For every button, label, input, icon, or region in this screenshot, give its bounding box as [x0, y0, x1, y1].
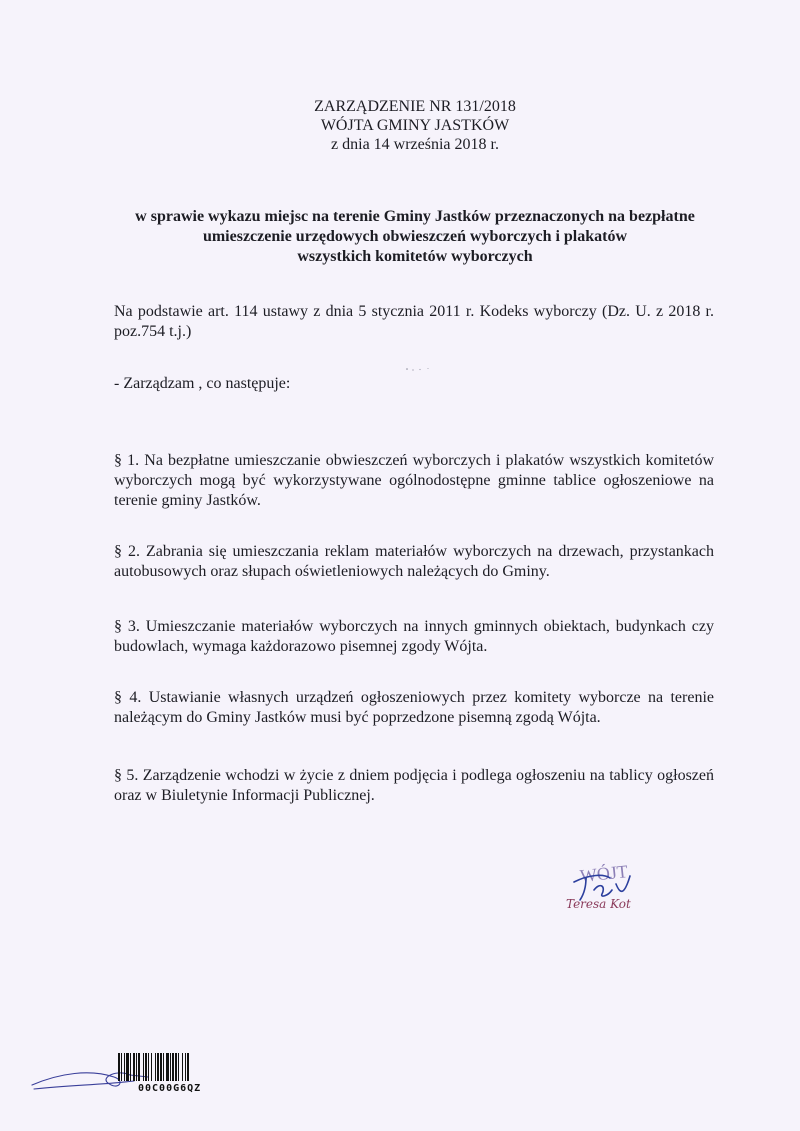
subject-line: umieszczenie urzędowych obwieszczeń wyborczych i plakatów — [202, 228, 628, 245]
barcode-bar — [151, 1053, 152, 1081]
barcode-bar — [185, 1053, 186, 1081]
barcode-bar — [157, 1053, 159, 1081]
paragraph-line: terenie gminy Jastków. — [114, 492, 261, 509]
paragraph-line: oraz w Biuletynie Informacji Publicznej. — [114, 787, 375, 804]
paragraph-line: Na podstawie art. 114 ustawy z dnia 5 stycznia 2011 r. Kodeks wyborczy (Dz. U. z 2018 r. — [114, 303, 714, 320]
paragraph-line: § 2. Zabrania się umieszczania reklam materiałów wyborczych na drzewach, przystankach — [114, 543, 714, 560]
section-3 — [114, 617, 714, 657]
paragraph-line: § 4. Ustawianie własnych urządzeń ogłoszeniowych przez komitety wyborcze na terenie — [114, 689, 714, 706]
paragraph-line: § 1. Na bezpłatne umieszczanie obwieszczeń wyborczych i plakatów wszystkich komitetów — [114, 452, 714, 469]
barcode-bar — [172, 1053, 174, 1081]
barcode-bar — [170, 1053, 171, 1081]
paragraph-line: wyborczych mogą być wykorzystywane ogólnodostępne gminne tablice ogłoszeniowe na — [114, 472, 714, 489]
legal-basis-paragraph — [114, 302, 714, 342]
subject-line: wszystkich komitetów wyborczych — [297, 248, 533, 265]
barcode-bar — [160, 1053, 162, 1081]
section-2 — [114, 542, 714, 582]
barcode-bar — [126, 1053, 129, 1081]
barcode-bars — [118, 1053, 222, 1081]
header-title: ZARZĄDZENIE NR 131/2018 — [314, 98, 516, 115]
document-header — [0, 97, 800, 154]
section-4 — [114, 688, 714, 728]
paragraph-line: - Zarządzam , co następuje: — [114, 375, 291, 392]
paragraph-line: § 5. Zarządzenie wchodzi w życie z dniem podjęcia i podlega ogłoszeniu na tablicy ogłoszeń — [114, 767, 714, 784]
barcode-bar — [148, 1053, 149, 1081]
barcode-bar — [155, 1053, 156, 1081]
barcode-bar — [124, 1053, 125, 1081]
paragraph-line: poz.754 t.j.) — [114, 323, 192, 340]
section-5 — [114, 766, 714, 806]
barcode-bar — [143, 1053, 144, 1081]
barcode-bar — [133, 1053, 135, 1081]
barcode-bar — [175, 1053, 177, 1081]
barcode-bar — [138, 1053, 140, 1081]
document-subject — [0, 207, 800, 267]
subject-line: w sprawie wykazu miejsc na terenie Gminy Jastków przeznaczonych na bezpłatne — [135, 208, 695, 225]
barcode-bar — [163, 1053, 164, 1081]
barcode-bar — [136, 1053, 137, 1081]
barcode-bar — [130, 1053, 131, 1081]
paragraph-line: budowlach, wymaga każdorazowo pisemnej zgody Wójta. — [114, 638, 488, 655]
barcode-bar — [118, 1053, 120, 1081]
section-1 — [114, 451, 714, 511]
header-date: z dnia 14 września 2018 r. — [331, 136, 499, 153]
barcode-label — [30, 1053, 230, 1098]
barcode-bar — [187, 1053, 189, 1081]
scan-speck — [404, 366, 434, 372]
stamp-title-text: WÓJT — [578, 861, 629, 887]
signatory-name: Teresa Kot — [566, 897, 631, 911]
header-issuer: WÓJTA GMINY JASTKÓW — [320, 117, 510, 134]
paragraph-line: § 3. Umieszczanie materiałów wyborczych na innych gminnych obiektach, budynkach czy — [114, 618, 714, 635]
barcode-bar — [166, 1053, 169, 1081]
paragraph-line: należącym do Gminy Jastków musi być poprzedzone pisemną zgodą Wójta. — [114, 709, 601, 726]
decree-intro — [114, 374, 714, 394]
barcode-bar — [121, 1053, 122, 1081]
barcode-bar — [182, 1053, 183, 1081]
barcode-bar — [145, 1053, 147, 1081]
barcode-bar — [178, 1053, 179, 1081]
paragraph-line: autobusowych oraz słupach oświetleniowych należących do Gminy. — [114, 563, 550, 580]
barcode-number: 00C00G6QZ — [138, 1083, 202, 1094]
signature-stamp — [560, 860, 660, 920]
